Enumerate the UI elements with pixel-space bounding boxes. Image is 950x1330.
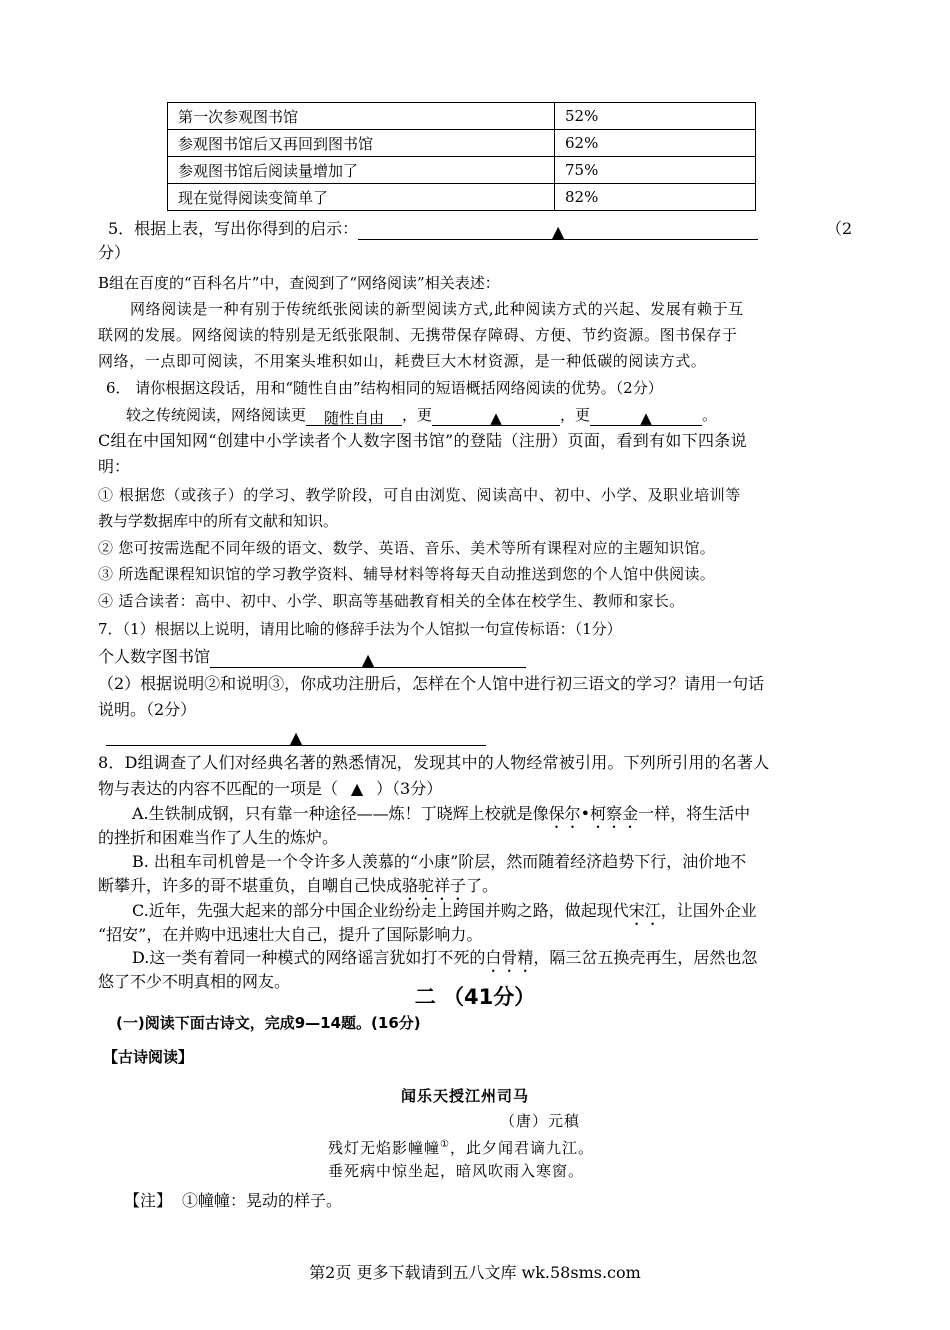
q8-stem (98, 778, 442, 800)
q6-example-answer: 随性自由 (306, 407, 402, 426)
option-character-name: 保尔•柯察金 (548, 804, 639, 823)
table-row (168, 157, 756, 184)
triangle-icon: ▲ (552, 222, 565, 241)
section-subtitle: (一)阅读下面古诗文，完成9—14题。(16分) (116, 1014, 421, 1032)
poem-text: ，此夕闻君谪九江。 (449, 1139, 594, 1157)
option-text: ，隔三岔五换壳再生，居然也忽 (533, 948, 758, 967)
poem-line-1 (328, 1134, 594, 1159)
table-row (168, 184, 756, 211)
q8-option-D: 悠了不少不明真相的网友。 (98, 972, 291, 991)
q6-blank-1[interactable] (432, 407, 560, 426)
note-label: 【注】 (124, 1191, 173, 1210)
groupC-item-2: ② 您可按需选配不同年级的语文、数学、英语、音乐、美术等所有课程对应的主题知识馆。 (98, 539, 716, 557)
q8-option-C: “招安”，在并购中迅速壮大自己，提升了国际影响力。 (98, 925, 483, 944)
option-character-name: 宋江 (628, 901, 661, 920)
q8-answer-blank[interactable]: ▲ (350, 779, 364, 798)
option-text: A.生铁制成钢，只有靠一种途径——炼！丁晓辉上校就是像 (132, 804, 549, 823)
q8-stem-score: ）（3分） (376, 779, 443, 798)
table-cell-pct: 75% (555, 157, 756, 184)
option-text: ，让国外企业 (660, 901, 757, 920)
q5-score: （2 (826, 219, 853, 238)
q7-blank-2[interactable] (106, 727, 486, 746)
q7-part2-answer (106, 724, 486, 746)
survey-table (167, 102, 756, 211)
groupC-intro: C组在中国知网“创建中小学读者个人数字图书馆”的登陆（注册）页面，看到有如下四条说 (98, 431, 747, 450)
q6-question: 6． 请你根据这段话，用和“随性自由”结构相同的短语概括网络阅读的优势。（2分） (106, 379, 663, 397)
option-character-name: 白骨精 (485, 948, 534, 967)
option-text: 一样，将生活中 (638, 804, 751, 823)
q8-stem-text: 物与表达的内容不匹配的一项是（ (98, 779, 339, 798)
page-footer: 第2页 更多下载请到五八文库 wk.58sms.com (309, 1263, 641, 1282)
option-text: D.这一类有着同一种模式的网络谣言犹如打不死的 (132, 948, 486, 967)
groupC-intro: 明： (98, 457, 131, 476)
poem-line-2: 垂死病中惊坐起，暗风吹雨入寒窗。 (328, 1162, 585, 1180)
table-cell-pct: 52% (555, 103, 756, 130)
groupC-item-1: 教与学数据库中的所有文献和知识。 (98, 512, 339, 530)
triangle-icon: ▲ (289, 728, 303, 747)
q6-comma: ，更 (560, 406, 591, 424)
q8-stem: 8．D组调查了人们对经典名著的熟悉情况，发现其中的人物经常被引用。下列所引用的名著人 (98, 753, 770, 772)
q6-comma: ，更 (402, 406, 433, 424)
groupC-item-3: ③ 所选配课程知识馆的学习教学资料、辅导材料等将每天自动推送到您的个人馆中供阅读。 (98, 565, 716, 583)
q7-slogan-blank[interactable] (210, 649, 526, 668)
table-cell-item: 现在觉得阅读变简单了 (168, 184, 555, 211)
table-row (168, 130, 756, 157)
table-cell-item: 参观图书馆后阅读量增加了 (168, 157, 555, 184)
groupB-para: 网络，一点即可阅读，不用案头堆积如山，耗费巨大木材资源，是一种低碳的阅读方式。 (98, 352, 707, 370)
table-cell-pct: 82% (555, 184, 756, 211)
groupB-para: 联网的发展。网络阅读的特别是无纸张限制、无携带保存障碍、方便、节约资源。图书保存于 (98, 326, 738, 344)
note-text: ①幢幢：晃动的样子。 (182, 1191, 343, 1210)
poem-title: 闻乐天授江州司马 (401, 1087, 530, 1105)
q5-text: 5．根据上表，写出你得到的启示： (108, 219, 359, 238)
poem-note (124, 1190, 342, 1212)
triangle-icon: ▲ (490, 409, 502, 427)
q5-score-cont: 分） (98, 243, 131, 262)
q7-part1: 7．（1）根据以上说明，请用比喻的修辞手法为个人馆拟一句宣传标语：（1分） (98, 620, 622, 638)
q7-slogan-line (98, 646, 526, 668)
groupB-para: 网络阅读是一种有别于传统纸张阅读的新型阅读方式,此种阅读方式的兴起、发展有赖于互 (130, 300, 744, 318)
q6-blank-2[interactable] (590, 407, 702, 426)
groupB-intro: B组在百度的“百科名片”中，查阅到了“网络阅读”相关表述： (98, 274, 500, 292)
q6-prefix: 较之传统阅读，网络阅读更 (126, 406, 307, 424)
poem-text: 残灯无焰影幢幢 (328, 1139, 441, 1157)
q7-part2: （2）根据说明②和说明③，你成功注册后，怎样在个人馆中进行初三语文的学习？请用一句话 (98, 674, 765, 693)
q6-answer-line (126, 404, 717, 426)
footnote-marker: ① (440, 1139, 450, 1150)
groupC-item-1: ① 根据您（或孩子）的学习、教学阶段，可自由浏览、阅读高中、初中、小学、及职业培训等 (98, 486, 741, 504)
triangle-icon: ▲ (361, 650, 375, 669)
section-label: 【古诗阅读】 (103, 1048, 194, 1066)
option-character-name: 骆驼祥子 (402, 876, 467, 895)
q7-slogan-prefix: 个人数字图书馆 (98, 647, 211, 666)
q7-part2: 说明。（2分） (98, 700, 197, 719)
poem-author: （唐）元稹 (500, 1112, 581, 1130)
q5-answer-blank[interactable] (358, 221, 758, 240)
groupC-item-4: ④ 适合读者：高中、初中、小学、职高等基础教育相关的全体在校学生、教师和家长。 (98, 592, 685, 610)
q5-line (108, 218, 758, 240)
q6-end: 。 (702, 406, 718, 424)
table-cell-item: 参观图书馆后又再回到图书馆 (168, 130, 555, 157)
option-text: 断攀升，许多的哥不堪重负，自嘲自己快成 (98, 876, 403, 895)
table-row (168, 103, 756, 130)
q8-option-A: 的挫折和困难当作了人生的炼炉。 (98, 828, 339, 847)
triangle-icon: ▲ (640, 409, 652, 427)
option-text: C.近年，先强大起来的部分中国企业纷纷走上跨国并购之路，做起现代 (132, 901, 629, 920)
table-cell-item: 第一次参观图书馆 (168, 103, 555, 130)
q8-option-B: B. 出租车司机曾是一个令许多人羡慕的“小康”阶层，然而随着经济趋势下行，油价地不 (132, 852, 747, 871)
option-text: 了。 (466, 876, 499, 895)
section-title: 二 （41分） (414, 985, 536, 1009)
table-cell-pct: 62% (555, 130, 756, 157)
